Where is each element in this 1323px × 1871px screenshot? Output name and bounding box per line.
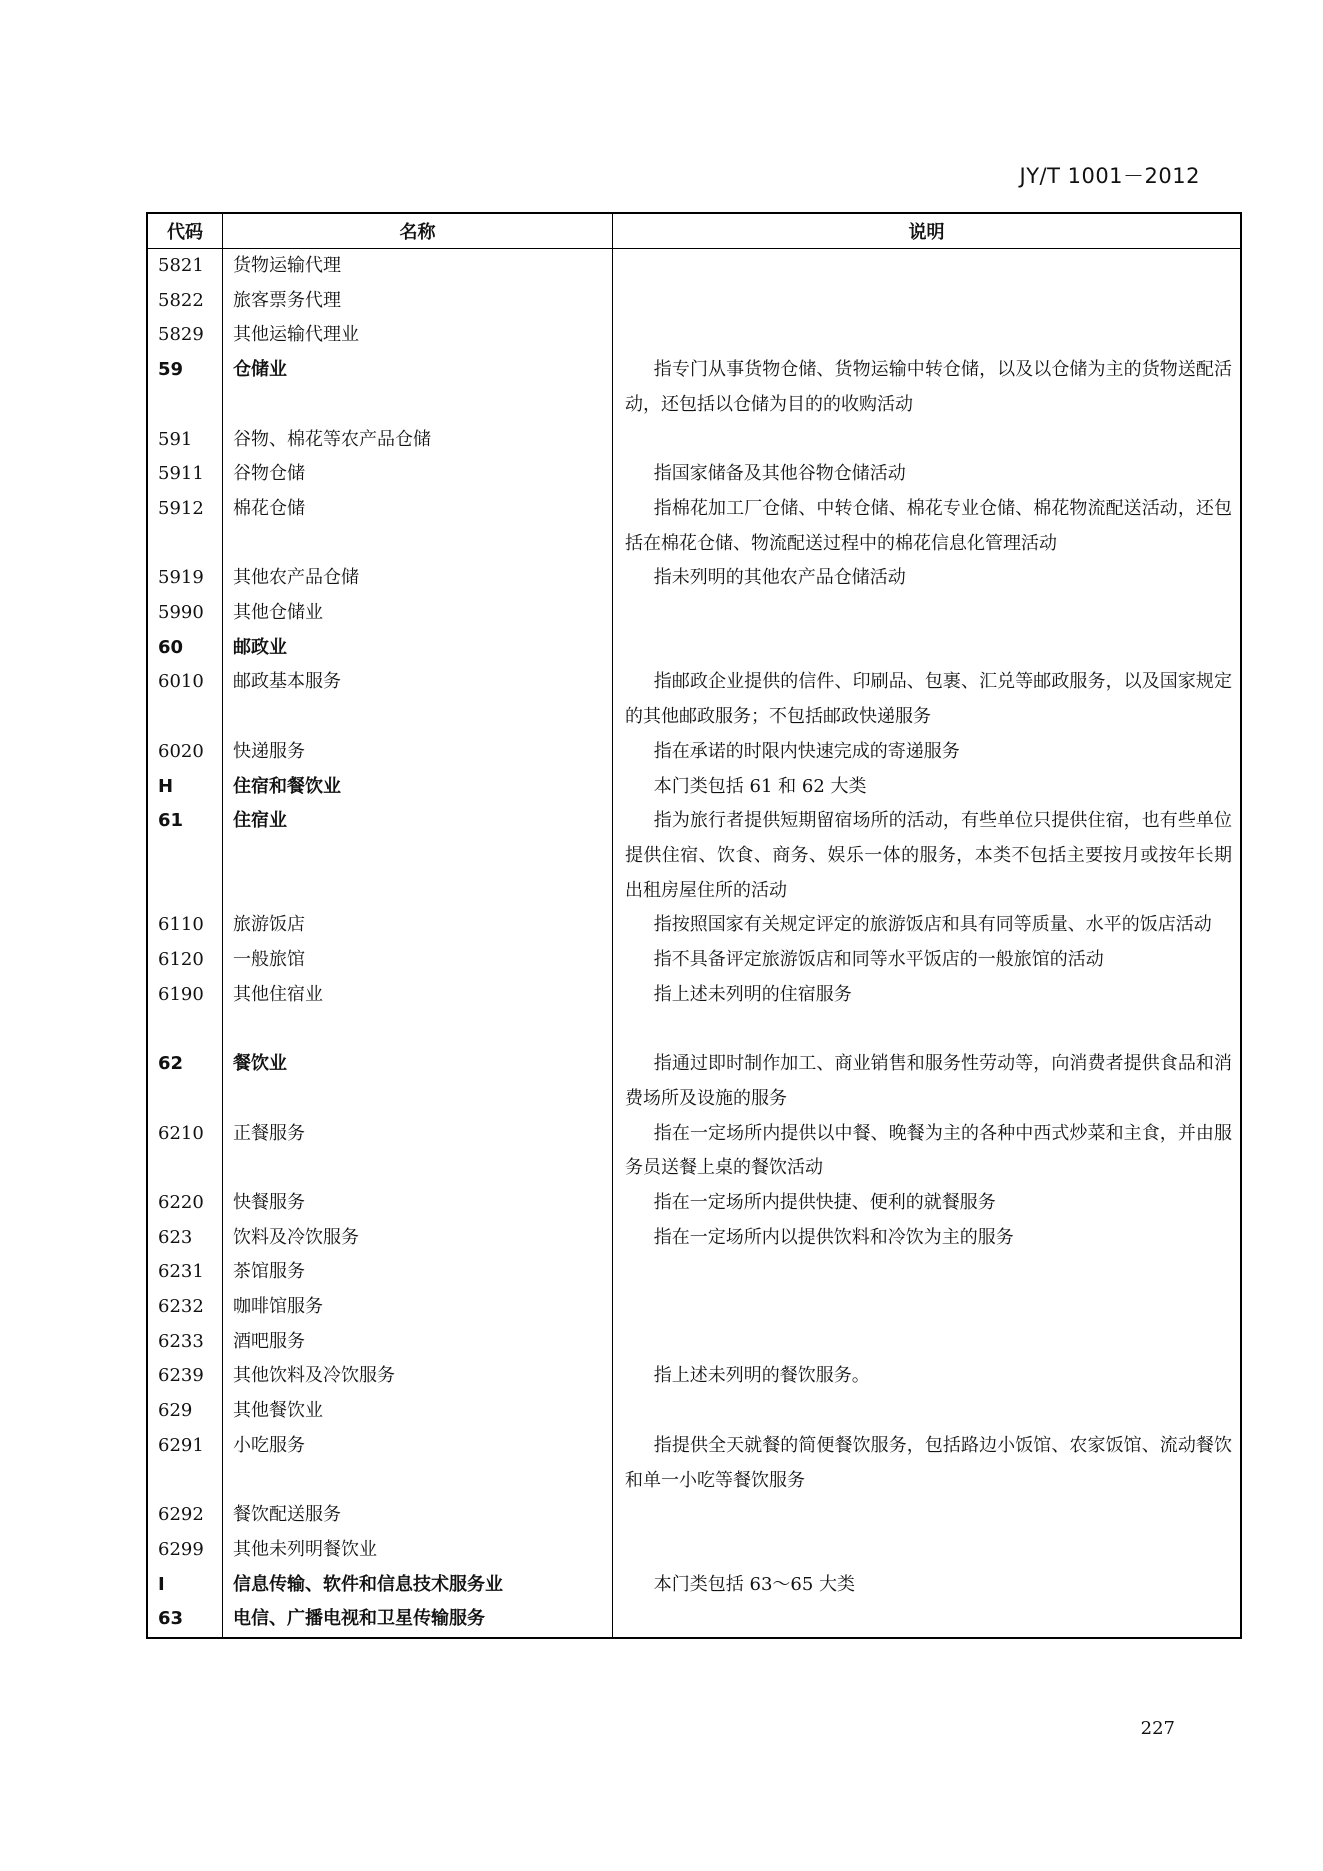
row-name: 快递服务 xyxy=(223,735,613,770)
row-name: 住宿业 xyxy=(223,804,613,908)
table-row xyxy=(148,908,1240,943)
row-name: 信息传输、软件和信息技术服务业 xyxy=(223,1568,613,1603)
row-description: 指在一定场所内提供快捷、便利的就餐服务 xyxy=(653,1191,996,1213)
row-code: 63 xyxy=(148,1602,223,1637)
table-row xyxy=(148,1429,1240,1498)
table-row xyxy=(148,1498,1240,1533)
row-code: 5821 xyxy=(148,249,223,284)
table-row xyxy=(148,249,1240,284)
row-name: 货物运输代理 xyxy=(223,249,613,284)
row-description xyxy=(613,596,1240,631)
row-code: 6220 xyxy=(148,1186,223,1221)
table-row xyxy=(148,1602,1240,1637)
row-code: 5911 xyxy=(148,457,223,492)
table-row xyxy=(148,735,1240,770)
table-row xyxy=(148,1568,1240,1603)
row-code: 6239 xyxy=(148,1359,223,1394)
table-row xyxy=(148,1359,1240,1394)
table-body xyxy=(148,249,1240,1637)
row-name: 餐饮配送服务 xyxy=(223,1498,613,1533)
table-row xyxy=(148,1117,1240,1186)
table-row xyxy=(148,1533,1240,1568)
row-name: 餐饮业 xyxy=(223,1047,613,1116)
row-description: 指在承诺的时限内快速完成的寄递服务 xyxy=(653,740,960,762)
standard-code: JY/T 1001－2012 xyxy=(1019,164,1200,188)
row-code: 6231 xyxy=(148,1255,223,1290)
row-description xyxy=(613,284,1240,319)
row-code: 6232 xyxy=(148,1290,223,1325)
row-code: 6190 xyxy=(148,978,223,1047)
row-description xyxy=(613,1255,1240,1290)
row-name: 旅游饭店 xyxy=(223,908,613,943)
row-name: 其他未列明餐饮业 xyxy=(223,1533,613,1568)
row-description: 指上述未列明的餐饮服务。 xyxy=(653,1365,870,1387)
row-description: 指通过即时制作加工、商业销售和服务性劳动等，向消费者提供食品和消费场所及设施的服务 xyxy=(625,1053,1232,1109)
row-description xyxy=(613,1533,1240,1568)
row-name: 棉花仓储 xyxy=(223,492,613,561)
row-description xyxy=(613,249,1240,284)
row-code: 61 xyxy=(148,804,223,908)
row-name: 住宿和餐饮业 xyxy=(223,770,613,805)
row-name: 饮料及冷饮服务 xyxy=(223,1221,613,1256)
row-code: 6291 xyxy=(148,1429,223,1498)
row-code: 5829 xyxy=(148,318,223,353)
table-row xyxy=(148,284,1240,319)
row-name: 旅客票务代理 xyxy=(223,284,613,319)
row-code: 5990 xyxy=(148,596,223,631)
row-name: 电信、广播电视和卫星传输服务 xyxy=(223,1602,613,1637)
row-description: 本门类包括 63～65 大类 xyxy=(653,1573,856,1595)
row-code: 5919 xyxy=(148,561,223,596)
row-description: 指不具备评定旅游饭店和同等水平饭店的一般旅馆的活动 xyxy=(653,949,1104,971)
table-header xyxy=(148,214,1240,249)
row-name: 其他仓储业 xyxy=(223,596,613,631)
row-code: 623 xyxy=(148,1221,223,1256)
row-description: 指为旅行者提供短期留宿场所的活动，有些单位只提供住宿，也有些单位提供住宿、饮食、商务、娱乐一体的服务，本类不包括主要按月或按年长期出租房屋住所的活动 xyxy=(625,810,1232,901)
row-code: H xyxy=(148,770,223,805)
row-code: 62 xyxy=(148,1047,223,1116)
table-row xyxy=(148,596,1240,631)
table-row xyxy=(148,943,1240,978)
row-name: 其他农产品仓储 xyxy=(223,561,613,596)
row-description: 指在一定场所内以提供饮料和冷饮为主的服务 xyxy=(653,1226,1014,1248)
table-row xyxy=(148,1255,1240,1290)
row-code: 6233 xyxy=(148,1325,223,1360)
table-row xyxy=(148,1047,1240,1116)
table-row xyxy=(148,1290,1240,1325)
row-code: 59 xyxy=(148,353,223,422)
row-description: 指提供全天就餐的简便餐饮服务，包括路边小饭馆、农家饭馆、流动餐饮和单一小吃等餐饮服务 xyxy=(625,1434,1232,1491)
table-row xyxy=(148,423,1240,458)
row-name: 其他餐饮业 xyxy=(223,1394,613,1429)
row-code: 5912 xyxy=(148,492,223,561)
row-code: 5822 xyxy=(148,284,223,319)
row-name: 正餐服务 xyxy=(223,1117,613,1186)
row-description xyxy=(613,1325,1240,1360)
table-row xyxy=(148,665,1240,734)
row-code: 6120 xyxy=(148,943,223,978)
row-code: 629 xyxy=(148,1394,223,1429)
row-description xyxy=(613,1498,1240,1533)
row-code: 6299 xyxy=(148,1533,223,1568)
row-description: 指国家储备及其他谷物仓储活动 xyxy=(653,463,906,485)
row-code: 6020 xyxy=(148,735,223,770)
row-name: 谷物仓储 xyxy=(223,457,613,492)
classification-table xyxy=(146,212,1242,1639)
row-description: 指专门从事货物仓储、货物运输中转仓储，以及以仓储为主的货物送配活动，还包括以仓储为目的的收购活动 xyxy=(625,359,1232,415)
row-description xyxy=(613,423,1240,458)
row-description xyxy=(613,1394,1240,1429)
table-row xyxy=(148,1221,1240,1256)
row-description: 指邮政企业提供的信件、印刷品、包裹、汇兑等邮政服务，以及国家规定的其他邮政服务；不包括邮政快递服务 xyxy=(625,671,1232,728)
table-row xyxy=(148,457,1240,492)
row-description xyxy=(613,318,1240,353)
table-row xyxy=(148,318,1240,353)
table-row xyxy=(148,804,1240,908)
row-code: 60 xyxy=(148,631,223,666)
row-code: 6292 xyxy=(148,1498,223,1533)
table-row xyxy=(148,353,1240,422)
row-name: 其他住宿业 xyxy=(223,978,613,1047)
row-code: 591 xyxy=(148,423,223,458)
row-description xyxy=(613,631,1240,666)
row-name: 一般旅馆 xyxy=(223,943,613,978)
row-name: 茶馆服务 xyxy=(223,1255,613,1290)
row-code: 6110 xyxy=(148,908,223,943)
row-name: 小吃服务 xyxy=(223,1429,613,1498)
row-code: I xyxy=(148,1568,223,1603)
row-code: 6010 xyxy=(148,665,223,734)
row-name: 其他饮料及冷饮服务 xyxy=(223,1359,613,1394)
header-name: 名称 xyxy=(223,214,613,248)
table-row xyxy=(148,978,1240,1047)
page-number: 227 xyxy=(1140,1718,1175,1739)
table-row xyxy=(148,492,1240,561)
row-description: 本门类包括 61 和 62 大类 xyxy=(653,775,867,797)
row-name: 仓储业 xyxy=(223,353,613,422)
header-code: 代码 xyxy=(148,214,223,248)
row-description xyxy=(613,1290,1240,1325)
table-row xyxy=(148,1325,1240,1360)
table-row xyxy=(148,631,1240,666)
row-code: 6210 xyxy=(148,1117,223,1186)
row-name: 快餐服务 xyxy=(223,1186,613,1221)
row-name: 咖啡馆服务 xyxy=(223,1290,613,1325)
table-row xyxy=(148,1394,1240,1429)
row-description: 指按照国家有关规定评定的旅游饭店和具有同等质量、水平的饭店活动 xyxy=(653,914,1212,936)
row-description: 指未列明的其他农产品仓储活动 xyxy=(653,567,906,589)
row-name: 谷物、棉花等农产品仓储 xyxy=(223,423,613,458)
row-name: 酒吧服务 xyxy=(223,1325,613,1360)
table-row xyxy=(148,561,1240,596)
row-description xyxy=(613,1602,1240,1637)
table-row xyxy=(148,770,1240,805)
header-description: 说明 xyxy=(908,222,945,243)
row-description: 指上述未列明的住宿服务 xyxy=(653,983,852,1005)
row-description: 指在一定场所内提供以中餐、晚餐为主的各种中西式炒菜和主食，并由服务员送餐上桌的餐饮活动 xyxy=(625,1122,1232,1179)
row-name: 其他运输代理业 xyxy=(223,318,613,353)
row-name: 邮政业 xyxy=(223,631,613,666)
row-name: 邮政基本服务 xyxy=(223,665,613,734)
table-row xyxy=(148,1186,1240,1221)
row-description: 指棉花加工厂仓储、中转仓储、棉花专业仓储、棉花物流配送活动，还包括在棉花仓储、物流配送过程中的棉花信息化管理活动 xyxy=(625,497,1232,554)
